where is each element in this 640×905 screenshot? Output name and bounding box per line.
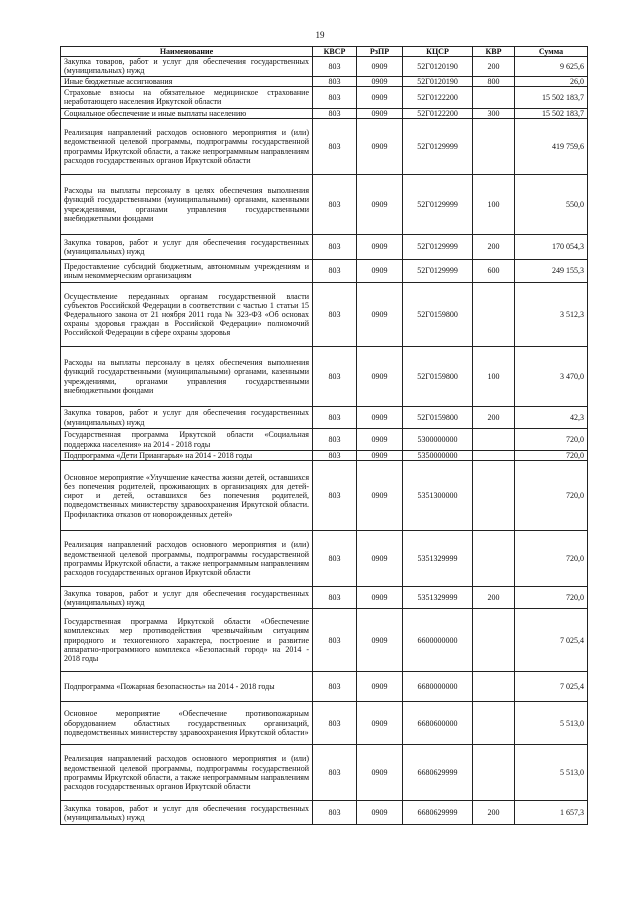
table-row	[61, 702, 588, 745]
row-name: Подпрограмма «Пожарная безопасность» на 2014 - 2018 годы	[61, 672, 313, 702]
table-row	[61, 609, 588, 672]
table-row	[61, 407, 588, 429]
row-rzpr: 0909	[357, 702, 403, 745]
row-kvsr: 803	[313, 429, 357, 451]
row-kcsr: 5351329999	[403, 531, 473, 587]
row-rzpr: 0909	[357, 283, 403, 347]
row-kvr	[473, 119, 515, 175]
row-kvr: 200	[473, 801, 515, 825]
row-kvsr: 803	[313, 86, 357, 108]
row-kvsr: 803	[313, 76, 357, 86]
table-row	[61, 119, 588, 175]
row-name: Страховые взносы на обязательное медицинское страхование неработающего населения Иркутской области	[61, 86, 313, 108]
row-name: Предоставление субсидий бюджетным, автономным учреждениям и иным некоммерческим организациям	[61, 260, 313, 283]
row-sum: 5 513,0	[515, 702, 588, 745]
table-row	[61, 451, 588, 461]
row-kvr: 200	[473, 407, 515, 429]
row-name: Закупка товаров, работ и услуг для обеспечения государственных (муниципальных) нужд	[61, 587, 313, 609]
row-kvsr: 803	[313, 119, 357, 175]
row-kcsr: 6680000000	[403, 672, 473, 702]
row-name: Реализация направлений расходов основного мероприятия и (или) ведомственной целевой программы, подпрограммы государственной программы Иркутской области, а также непрограммным направлениям расходов государственных органов Иркутской области	[61, 745, 313, 801]
row-sum: 720,0	[515, 429, 588, 451]
row-kvsr: 803	[313, 587, 357, 609]
row-kcsr: 5300000000	[403, 429, 473, 451]
row-kvsr: 803	[313, 609, 357, 672]
row-rzpr: 0909	[357, 531, 403, 587]
header-kvsr: КВСР	[313, 47, 357, 57]
budget-table	[60, 46, 588, 825]
row-kvsr: 803	[313, 745, 357, 801]
row-kcsr: 52Г0120190	[403, 76, 473, 86]
row-kvsr: 803	[313, 235, 357, 260]
row-kvr	[473, 451, 515, 461]
row-name: Закупка товаров, работ и услуг для обеспечения государственных (муниципальных) нужд	[61, 801, 313, 825]
header-sum: Сумма	[515, 47, 588, 57]
row-rzpr: 0909	[357, 461, 403, 531]
row-name: Подпрограмма «Дети Приангарья» на 2014 - 2018 годы	[61, 451, 313, 461]
header-kcsr: КЦСР	[403, 47, 473, 57]
table-row	[61, 175, 588, 235]
row-rzpr: 0909	[357, 260, 403, 283]
table-row	[61, 801, 588, 825]
row-kvr: 800	[473, 76, 515, 86]
row-kcsr: 6680600000	[403, 702, 473, 745]
table-row	[61, 57, 588, 76]
row-kvsr: 803	[313, 531, 357, 587]
row-name: Реализация направлений расходов основного мероприятия и (или) ведомственной целевой программы, подпрограммы государственной программы Иркутской области, а также непрограммным направлениям расходов государственных органов Иркутской области	[61, 119, 313, 175]
row-rzpr: 0909	[357, 609, 403, 672]
row-kvsr: 803	[313, 108, 357, 118]
row-sum: 550,0	[515, 175, 588, 235]
row-kvr: 200	[473, 587, 515, 609]
table-row	[61, 260, 588, 283]
row-kvsr: 803	[313, 461, 357, 531]
row-rzpr: 0909	[357, 347, 403, 407]
row-kvsr: 803	[313, 672, 357, 702]
row-kvr	[473, 745, 515, 801]
row-rzpr: 0909	[357, 108, 403, 118]
row-kvr	[473, 461, 515, 531]
table-row	[61, 108, 588, 118]
table-header-row	[61, 47, 588, 57]
table-row	[61, 86, 588, 108]
table-row	[61, 461, 588, 531]
row-kcsr: 52Г0129999	[403, 175, 473, 235]
row-sum: 419 759,6	[515, 119, 588, 175]
row-kcsr: 5351300000	[403, 461, 473, 531]
table-row	[61, 347, 588, 407]
row-kvr	[473, 283, 515, 347]
row-sum: 1 657,3	[515, 801, 588, 825]
row-kvsr: 803	[313, 260, 357, 283]
row-sum: 15 502 183,7	[515, 108, 588, 118]
row-kvr: 200	[473, 57, 515, 76]
row-kvr	[473, 86, 515, 108]
row-name: Осуществление переданных органам государственной власти субъектов Российской Федерации в соответствии с частью 1 статьи 15 Федерального закона от 21 ноября 2011 года № 323-ФЗ «Об основах охраны здоровья граждан в Российской Федерации» полномочий Российской Федерации в сфере охраны здоровья	[61, 283, 313, 347]
row-kvr: 100	[473, 347, 515, 407]
row-kvsr: 803	[313, 283, 357, 347]
row-kcsr: 6680629999	[403, 801, 473, 825]
row-name: Расходы на выплаты персоналу в целях обеспечения выполнения функций государственными (муниципальными) органами, казенными учреждениями, органами управления государственными внебюджетными фондами	[61, 347, 313, 407]
page-number: 19	[315, 30, 325, 40]
row-kvr: 300	[473, 108, 515, 118]
row-kcsr: 52Г0122200	[403, 86, 473, 108]
row-name: Основное мероприятие «Улучшение качества жизни детей, оставшихся без попечения родителей, проживающих в организациях для детей-сирот и детей, оставшихся без попечения родителей, подведомственных министерству здравоохранения Иркутской области. Профилактика отказов от новорожденных детей»	[61, 461, 313, 531]
row-kvr	[473, 672, 515, 702]
row-kvr: 200	[473, 235, 515, 260]
row-sum: 720,0	[515, 587, 588, 609]
row-kcsr: 6680629999	[403, 745, 473, 801]
row-rzpr: 0909	[357, 429, 403, 451]
row-name: Реализация направлений расходов основного мероприятия и (или) ведомственной целевой программы, подпрограммы государственной программы Иркутской области, а также непрограммным направлениям расходов государственных органов Иркутской области	[61, 531, 313, 587]
row-kcsr: 52Г0159800	[403, 407, 473, 429]
row-kcsr: 5350000000	[403, 451, 473, 461]
row-kcsr: 52Г0129999	[403, 260, 473, 283]
table-row	[61, 587, 588, 609]
row-kvsr: 803	[313, 57, 357, 76]
row-rzpr: 0909	[357, 801, 403, 825]
row-kvsr: 803	[313, 175, 357, 235]
row-rzpr: 0909	[357, 86, 403, 108]
row-sum: 9 625,6	[515, 57, 588, 76]
table-row	[61, 429, 588, 451]
row-name: Государственная программа Иркутской области «Социальная поддержка населения» на 2014 - 2018 годы	[61, 429, 313, 451]
row-kvsr: 803	[313, 451, 357, 461]
row-kcsr: 52Г0159800	[403, 283, 473, 347]
row-kcsr: 52Г0159800	[403, 347, 473, 407]
row-sum: 3 512,3	[515, 283, 588, 347]
row-name: Расходы на выплаты персоналу в целях обеспечения выполнения функций государственными (муниципальными) органами, казенными учреждениями, органами управления государственными внебюджетными фондами	[61, 175, 313, 235]
row-sum: 170 054,3	[515, 235, 588, 260]
row-name: Закупка товаров, работ и услуг для обеспечения государственных (муниципальных) нужд	[61, 57, 313, 76]
row-sum: 15 502 183,7	[515, 86, 588, 108]
row-sum: 7 025,4	[515, 609, 588, 672]
row-sum: 5 513,0	[515, 745, 588, 801]
row-kvsr: 803	[313, 407, 357, 429]
header-rzpr: РзПР	[357, 47, 403, 57]
row-kvr: 600	[473, 260, 515, 283]
row-name: Закупка товаров, работ и услуг для обеспечения государственных (муниципальных) нужд	[61, 235, 313, 260]
row-sum: 26,0	[515, 76, 588, 86]
row-kcsr: 52Г0120190	[403, 57, 473, 76]
row-rzpr: 0909	[357, 235, 403, 260]
table-row	[61, 745, 588, 801]
row-rzpr: 0909	[357, 76, 403, 86]
row-name: Основное мероприятие «Обеспечение противопожарным оборудованием областных государственных организаций, подведомственных министерству здравоохранения Иркутской области»	[61, 702, 313, 745]
table-row	[61, 672, 588, 702]
row-kcsr: 52Г0129999	[403, 119, 473, 175]
row-kvsr: 803	[313, 801, 357, 825]
row-sum: 3 470,0	[515, 347, 588, 407]
header-name: Наименование	[61, 47, 313, 57]
row-kvr	[473, 702, 515, 745]
row-sum: 720,0	[515, 451, 588, 461]
row-kvr	[473, 609, 515, 672]
row-kcsr: 6600000000	[403, 609, 473, 672]
row-name: Социальное обеспечение и иные выплаты населению	[61, 108, 313, 118]
row-name: Закупка товаров, работ и услуг для обеспечения государственных (муниципальных) нужд	[61, 407, 313, 429]
row-rzpr: 0909	[357, 587, 403, 609]
table-row	[61, 531, 588, 587]
row-sum: 7 025,4	[515, 672, 588, 702]
row-name: Государственная программа Иркутской области «Обеспечение комплексных мер противодействия чрезвычайным ситуациям природного и техногенного характера, построение и развитие аппаратно-программного комплекса «Безопасный город» на 2014 - 2018 годы	[61, 609, 313, 672]
row-kcsr: 5351329999	[403, 587, 473, 609]
row-kvsr: 803	[313, 347, 357, 407]
row-rzpr: 0909	[357, 119, 403, 175]
row-rzpr: 0909	[357, 451, 403, 461]
table-row	[61, 283, 588, 347]
row-kcsr: 52Г0122200	[403, 108, 473, 118]
row-sum: 42,3	[515, 407, 588, 429]
row-name: Иные бюджетные ассигнования	[61, 76, 313, 86]
row-rzpr: 0909	[357, 745, 403, 801]
row-sum: 249 155,3	[515, 260, 588, 283]
table-row	[61, 235, 588, 260]
row-kvsr: 803	[313, 702, 357, 745]
header-kvr: КВР	[473, 47, 515, 57]
row-kvr	[473, 531, 515, 587]
row-rzpr: 0909	[357, 57, 403, 76]
row-kvr: 100	[473, 175, 515, 235]
row-sum: 720,0	[515, 531, 588, 587]
row-kcsr: 52Г0129999	[403, 235, 473, 260]
row-kvr	[473, 429, 515, 451]
table-row	[61, 76, 588, 86]
row-rzpr: 0909	[357, 175, 403, 235]
row-rzpr: 0909	[357, 407, 403, 429]
row-rzpr: 0909	[357, 672, 403, 702]
row-sum: 720,0	[515, 461, 588, 531]
